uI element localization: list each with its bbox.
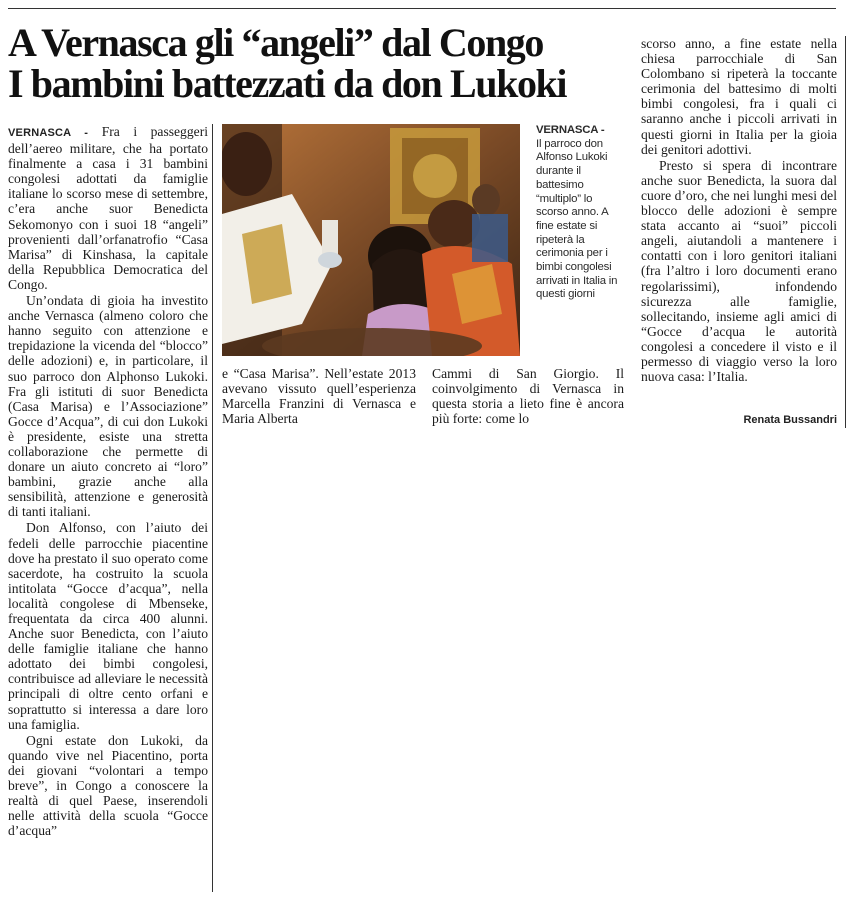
article-column-3 [432, 366, 624, 426]
paragraph-2: Un’ondata di gioia ha investito anche Vernasca (almeno coloro che hanno seguito con attenzione e trepidazione la vicenda del “blocco” delle adozioni) e, in particolare, il suo parroco don Alphonso Lukoki. Fra gli istituti di suor Benedicta (Casa Marisa) e l’Associazione” Gocce d’Acqua”, di cui don Lukoki è presidente, esiste una stretta collaborazione che permette di donare un aiuto concreto ai “loro” bambini, grazie anche alla sensibilità, attenzione e generosità di tanti italiani. [8, 293, 208, 520]
author-signature: Renata Bussandri [743, 414, 837, 426]
paragraph-3: Don Alfonso, con l’aiuto dei fedeli delle parrocchie piacentine dove ha prestato il suo operato come sacerdote, ha costruito la scuola intitolata “Gocce d’acqua”, nella località congolese di Mbenseke, frequentata da circa 400 alunni. Anche suor Benedicta, con l’aiuto delle famiglie italiane che hanno adottato dei bimbi congolesi, contribuisce ad alleviare le necessità principali di oltre cento orfani e soprattutto si interessa a dare loro una famiglia. [8, 520, 208, 732]
paragraph-4: Ogni estate don Lukoki, da quando vive nel Piacentino, porta dei giovani “volontari a tempo breve”, in Congo a conoscere la realtà di quel Paese, inserendoli nelle attività della scuola “Gocce d’acqua” [8, 732, 208, 839]
caption-text: Il parroco don Alfonso Lukoki durante il battesimo “multiplo” lo scorso anno. A fine estate si ripeterà la cerimonia per i bimbi congolesi arrivati in Italia in questi giorni [536, 137, 618, 301]
paragraph-col4-2: Presto si spera di incontrare anche suor Benedicta, la suora dal cuore d’oro, che nei lunghi mesi del blocco delle adozioni è sempre stata accanto ai “suoi” piccoli angeli, aiutandoli a mantenere i contatti con i loro genitori italiani (fra l’altro i loro documenti erano regolarissimi), infondendo sicurezza alle famiglie, sollecitando, insieme agli amici di “Gocce d’acqua le autorità congolesi a concedere il visto e il permesso di viaggio verso la loro nuova casa: l’Italia. [641, 157, 837, 385]
headline [8, 22, 628, 104]
dateline: VERNASCA - [8, 127, 89, 139]
paragraph-1 [8, 124, 208, 292]
paragraph-col2: e “Casa Marisa”. Nell’estate 2013 avevano vissuto quell’esperienza Marcella Franzini di Vernasca e Maria Alberta [222, 366, 416, 427]
right-border-rule [845, 36, 846, 428]
paragraph-1-text: Fra i passeggeri dell’aereo militare, che ha portato finalmente a casa i 31 bambini congolesi adottati da famiglie italiane lo scorso mese di settembre, c’era anche suor Benedicta Sekomonyo con i suoi 18 “angeli” provenienti dall’orfanatrofio “Casa Marisa” di Kinshasa, la capitale della Repubblica Democratica del Congo. [8, 124, 208, 292]
baptism-photo-illustration [222, 124, 520, 356]
headline-line-1: A Vernasca gli “angeli” dal Congo [8, 20, 543, 65]
headline-line-2: I bambini battezzati da don Lukoki [8, 61, 567, 106]
paragraph-col4-1: scorso anno, a fine estate nella chiesa parrocchiale di San Colombano si ripeterà la toccante cerimonia del battesimo di molti bimbi congolesi, fra i quali ci saranno anche i piccoli arrivati in questi giorni in Italia per la gioia dei genitori adottivi. [641, 36, 837, 157]
article-column-1 [8, 124, 208, 838]
top-rule [8, 8, 836, 9]
baptism-photo [222, 124, 520, 356]
article-column-2 [222, 366, 416, 426]
caption-dateline: VERNASCA - [536, 124, 605, 136]
photo-caption [536, 124, 626, 302]
column-divider [212, 124, 213, 892]
article-column-4 [641, 36, 837, 384]
paragraph-col3: Cammi di San Giorgio. Il coinvolgimento di Vernasca in questa storia a lieto fine è ancora più forte: come lo [432, 366, 624, 427]
